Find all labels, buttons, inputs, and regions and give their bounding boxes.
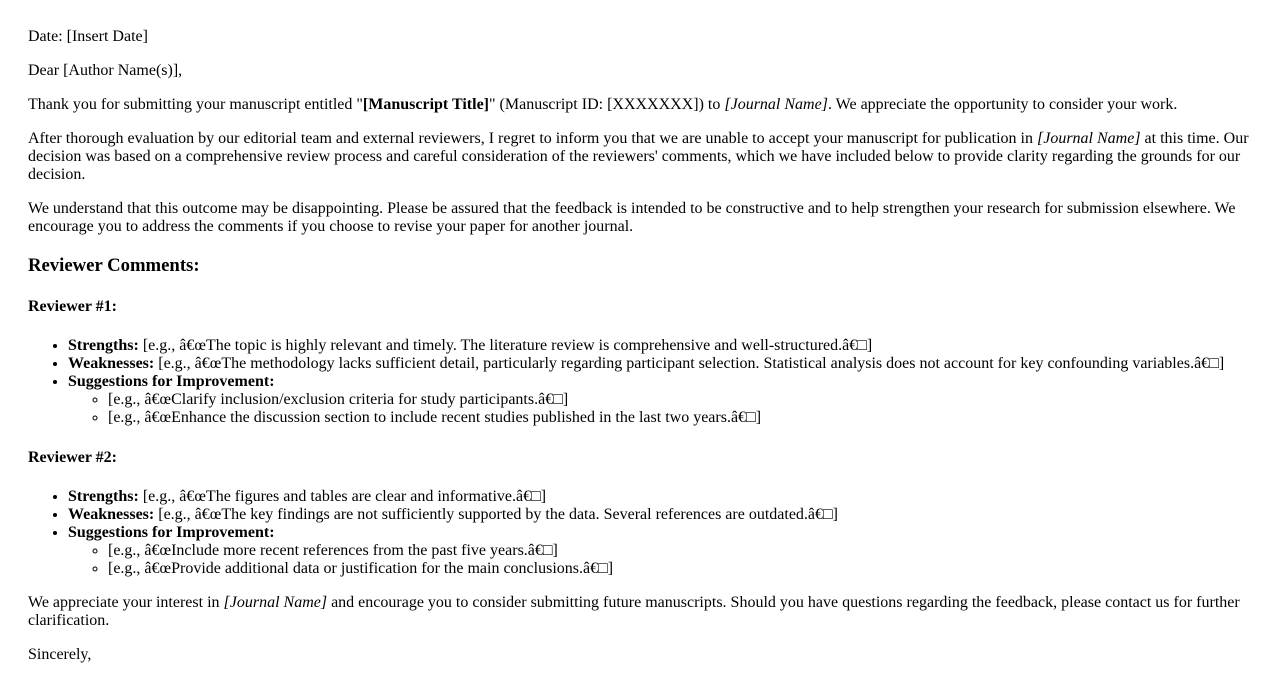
item-label: Strengths: (68, 487, 139, 505)
item-label: Weaknesses: (68, 355, 155, 373)
list-item (68, 488, 1250, 506)
list-item (68, 373, 1250, 427)
bold-run: [Manuscript Title] (362, 96, 489, 113)
item-text: [e.g., â€œThe topic is highly relevant and timely. The literature review is comprehensive and well-structured.â€□] (138, 337, 873, 355)
text-run: . We appreciate the opportunity to consider your work. (827, 96, 1178, 113)
sub-list-item: ◦ [e.g., â€œInclude more recent references from the past five years.â€□] (108, 542, 1250, 560)
salutation: Dear [Author Name(s)], (28, 62, 183, 79)
italic-run: [Journal Name] (1036, 130, 1141, 147)
item-label: Suggestions for Improvement: (68, 373, 275, 391)
paragraph-understand (28, 200, 1250, 236)
text-run: After thorough evaluation by our editorial team and external reviewers, I regret to inform you that we are unable to accept your manuscript for publication in (28, 130, 1037, 147)
text-run: " (Manuscript ID: [XXXXXXX]) to (489, 96, 725, 113)
paragraph-decision (28, 130, 1250, 184)
list-item (68, 524, 1250, 578)
signoff: Sincerely, (28, 645, 92, 663)
sub-list-item: ◦ [e.g., â€œEnhance the discussion section to include recent studies published in the last two years.â€□] (108, 409, 1250, 427)
sub-list-item: ◦ [e.g., â€œClarify inclusion/exclusion criteria for study participants.â€□] (108, 391, 1250, 409)
text-run: We appreciate your interest in (28, 593, 224, 611)
text-run: We understand that this outcome may be disappointing. Please be assured that the feedback is intended to be constructive and to help strengthen your research for submission elsewhere. We encourage you to address the comments if you choose to revise your paper for another journal. (28, 200, 1236, 235)
paragraph-closing (28, 594, 1250, 630)
item-label: Strengths: (68, 337, 139, 355)
item-label: Weaknesses: (68, 505, 155, 523)
paragraph-thank-you (28, 96, 1250, 114)
reviewer-1-heading: Reviewer #1: (28, 297, 117, 315)
text-run: at this time. Our decision was based on a comprehensive review process and careful consideration of the reviewers' comments, which we have included below to provide clarity regarding the grounds for our decision. (28, 130, 1249, 183)
text-run: and encourage you to consider submitting future manuscripts. Should you have questions regarding the feedback, please contact us for further clarification. (28, 593, 1240, 629)
letter-body (28, 28, 1250, 664)
suggestions-sublist (68, 391, 1250, 427)
sub-list-item: ◦ [e.g., â€œProvide additional data or justification for the main conclusions.â€□] (108, 560, 1250, 578)
item-text: [e.g., â€œThe figures and tables are clear and informative.â€□] (138, 487, 547, 505)
italic-run: [Journal Name] (724, 96, 828, 113)
date-line: Date: [Insert Date] (28, 28, 148, 45)
item-label: Suggestions for Improvement: (68, 523, 275, 541)
reviewer-2-list (28, 488, 1250, 578)
reviewer-1-list (28, 337, 1250, 427)
document-page (0, 28, 1278, 678)
text-run: Thank you for submitting your manuscript entitled " (28, 96, 363, 113)
italic-run: [Journal Name] (223, 593, 328, 611)
list-item (68, 506, 1250, 524)
reviewer-comments-heading: Reviewer Comments: (28, 254, 200, 276)
list-item (68, 337, 1250, 355)
item-text: [e.g., â€œThe methodology lacks sufficient detail, particularly regarding participant selection. Statistical analysis does not account for key confounding variables.â€□] (154, 355, 1225, 373)
list-item (68, 355, 1250, 373)
reviewer-2-heading: Reviewer #2: (28, 448, 117, 466)
suggestions-sublist (68, 542, 1250, 578)
item-text: [e.g., â€œThe key findings are not sufficiently supported by the data. Several references are outdated.â€□] (154, 505, 839, 523)
